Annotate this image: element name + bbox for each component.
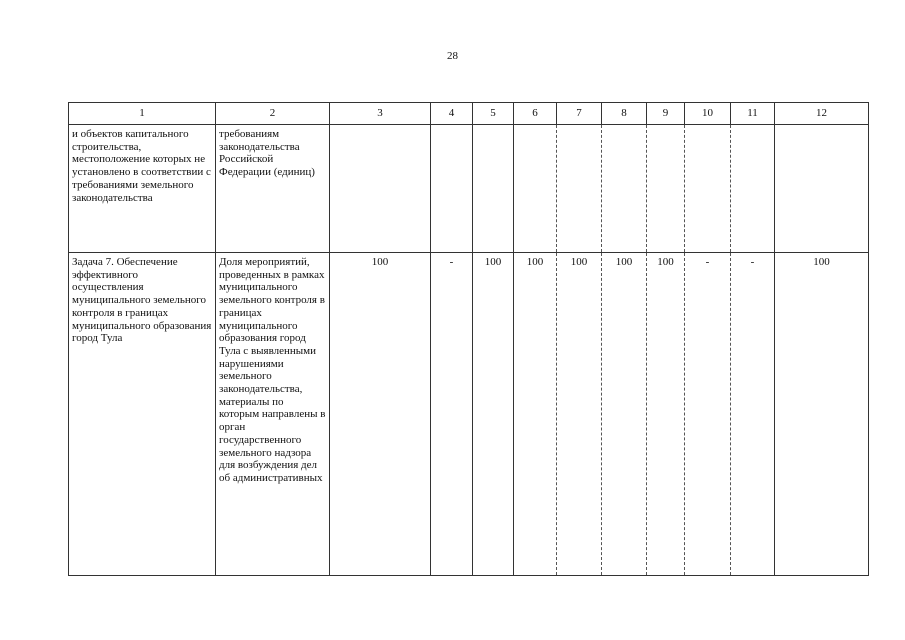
indicator-cell: Доля мероприятий, проведенных в рамках муниципального земельного контроля в границах муниципального образования город Тула с выявленными нарушениями земельного законодательства, материалы по которым направлены в орган государственного земельного надзора для возбуждения дел об административных [216, 253, 330, 576]
value-cell [514, 125, 557, 253]
value-cell [685, 125, 731, 253]
value-cell: - [431, 253, 473, 576]
value-cell: 100 [557, 253, 602, 576]
task-cell: и объектов капитального строительства, местоположение которых не установлено в соответствии с требованиями земельного законодательства [69, 125, 216, 253]
value-cell: 100 [775, 253, 869, 576]
column-header: 2 [216, 103, 330, 125]
indicators-table [68, 102, 869, 576]
table-row [69, 253, 869, 576]
value-cell [473, 125, 514, 253]
value-cell [647, 125, 685, 253]
column-header: 7 [557, 103, 602, 125]
column-header: 8 [602, 103, 647, 125]
task-cell: Задача 7. Обеспечение эффективного осуществления муниципального земельного контроля в границах муниципального образования город Тула [69, 253, 216, 576]
value-cell [775, 125, 869, 253]
value-cell: 100 [647, 253, 685, 576]
column-header: 9 [647, 103, 685, 125]
value-cell: - [731, 253, 775, 576]
column-header: 4 [431, 103, 473, 125]
column-header: 11 [731, 103, 775, 125]
column-header: 3 [330, 103, 431, 125]
page-number: 28 [447, 50, 458, 62]
value-cell [731, 125, 775, 253]
indicator-cell: требованиям законодательства Российской Федерации (единиц) [216, 125, 330, 253]
column-header: 5 [473, 103, 514, 125]
value-cell [557, 125, 602, 253]
column-header: 6 [514, 103, 557, 125]
value-cell: 100 [514, 253, 557, 576]
value-cell: - [685, 253, 731, 576]
value-cell [431, 125, 473, 253]
value-cell [330, 125, 431, 253]
value-cell: 100 [473, 253, 514, 576]
value-cell: 100 [330, 253, 431, 576]
column-header: 10 [685, 103, 731, 125]
table-header-row [69, 103, 869, 125]
column-header: 1 [69, 103, 216, 125]
column-header: 12 [775, 103, 869, 125]
value-cell: 100 [602, 253, 647, 576]
table-row [69, 125, 869, 253]
value-cell [602, 125, 647, 253]
